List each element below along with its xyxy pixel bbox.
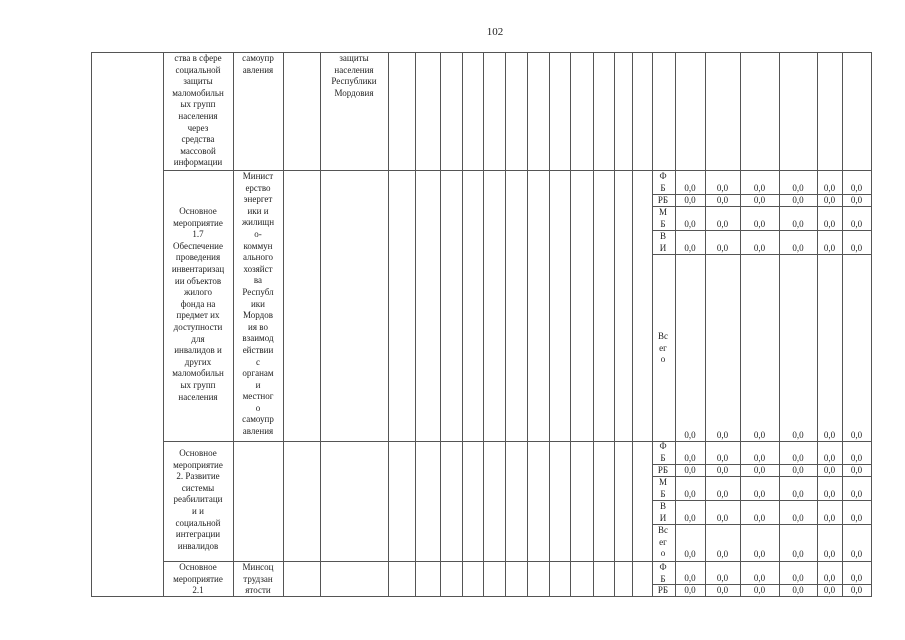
funding-value: 0,0 <box>823 219 836 229</box>
funding-label-fb: Ф Б <box>659 562 667 584</box>
funding-value: 0,0 <box>850 195 863 205</box>
funding-value: 0,0 <box>823 430 836 440</box>
table-col-line <box>505 52 506 597</box>
top-source: защиты населения Республики Мордовия <box>331 53 377 98</box>
funding-value: 0,0 <box>823 513 836 523</box>
funding-value: 0,0 <box>850 549 863 559</box>
measure-2-description: Основное мероприятие 2. Развитие системы реабилитаци и и социальной интеграции инвалидов <box>173 448 223 551</box>
funding-value: 0,0 <box>684 183 696 193</box>
funding-value: 0,0 <box>823 453 836 463</box>
funding-value: 0,0 <box>753 453 766 463</box>
funding-value: 0,0 <box>792 183 804 193</box>
funding-label-vi: В И <box>659 501 667 523</box>
funding-value: 0,0 <box>716 453 729 463</box>
table-col-line <box>632 52 633 597</box>
measure-2-1-executor: Минсоц трудзан ятости <box>242 562 274 596</box>
table-col-line <box>283 52 284 597</box>
funding-value: 0,0 <box>684 219 696 229</box>
funding-label-fb: Ф Б <box>659 441 667 463</box>
funding-label-total: Вс ег о <box>658 331 668 365</box>
table-col-line <box>614 52 615 597</box>
funding-value: 0,0 <box>792 195 804 205</box>
table-col-line <box>320 52 321 597</box>
funding-value: 0,0 <box>850 585 863 595</box>
table-col-line <box>593 52 594 597</box>
top-measure-description: ства в сфере социальной защиты маломобильн ых групп населения через средства массовой информации <box>172 53 224 168</box>
table-subrow-line <box>652 206 872 207</box>
table-col-line <box>570 52 571 597</box>
funding-value: 0,0 <box>850 489 863 499</box>
table-col-line <box>440 52 441 597</box>
funding-value: 0,0 <box>716 513 729 523</box>
table-subrow-line <box>652 230 872 231</box>
funding-value: 0,0 <box>850 465 863 475</box>
funding-value: 0,0 <box>684 430 696 440</box>
funding-value: 0,0 <box>850 243 863 253</box>
table-col-line <box>527 52 528 597</box>
funding-value: 0,0 <box>753 195 766 205</box>
table-col-line <box>549 52 550 597</box>
funding-value: 0,0 <box>792 453 804 463</box>
funding-value: 0,0 <box>753 430 766 440</box>
funding-value: 0,0 <box>850 430 863 440</box>
funding-label-rb: РБ <box>657 195 669 205</box>
funding-value: 0,0 <box>716 585 729 595</box>
funding-value: 0,0 <box>753 183 766 193</box>
funding-value: 0,0 <box>792 219 804 229</box>
funding-label-rb: РБ <box>657 465 669 475</box>
funding-value: 0,0 <box>823 573 836 583</box>
funding-value: 0,0 <box>850 183 863 193</box>
measure-2-1-description: Основное мероприятие 2.1 <box>173 562 223 596</box>
table-col-line <box>483 52 484 597</box>
funding-value: 0,0 <box>850 219 863 229</box>
table-col-line <box>91 52 92 597</box>
funding-value: 0,0 <box>684 195 696 205</box>
table-col-line <box>462 52 463 597</box>
funding-value: 0,0 <box>684 489 696 499</box>
table-row-line <box>163 441 872 442</box>
funding-value: 0,0 <box>792 549 804 559</box>
funding-value: 0,0 <box>753 243 766 253</box>
funding-value: 0,0 <box>823 585 836 595</box>
funding-value: 0,0 <box>716 183 729 193</box>
funding-value: 0,0 <box>850 453 863 463</box>
page-number: 102 <box>486 26 504 38</box>
funding-value: 0,0 <box>716 195 729 205</box>
funding-value: 0,0 <box>792 465 804 475</box>
funding-value: 0,0 <box>753 219 766 229</box>
funding-value: 0,0 <box>684 465 696 475</box>
funding-value: 0,0 <box>823 243 836 253</box>
funding-value: 0,0 <box>753 573 766 583</box>
funding-value: 0,0 <box>792 585 804 595</box>
funding-label-mb: М Б <box>658 207 667 229</box>
measure-1-7-description: Основное мероприятие 1.7 Обеспечение проведения инвентаризац ии объектов жилого фонда на предмет их доступности для инвалидов и других маломобильн ых групп населения <box>171 206 225 402</box>
funding-value: 0,0 <box>716 430 729 440</box>
funding-value: 0,0 <box>823 489 836 499</box>
measure-1-7-executor: Минист ерство энергет ики и жилищн о- коммун ального хозяйст ва Республ ики Мордов ия во взаимод ействии с органам и местног о самоупр авления <box>241 171 275 437</box>
funding-value: 0,0 <box>716 573 729 583</box>
funding-value: 0,0 <box>753 585 766 595</box>
funding-label-mb: М Б <box>658 477 667 499</box>
funding-value: 0,0 <box>716 549 729 559</box>
funding-value: 0,0 <box>716 219 729 229</box>
funding-value: 0,0 <box>823 465 836 475</box>
funding-value: 0,0 <box>716 465 729 475</box>
funding-value: 0,0 <box>753 513 766 523</box>
table-subrow-line <box>652 500 872 501</box>
funding-value: 0,0 <box>850 513 863 523</box>
funding-label-fb: Ф Б <box>659 171 667 193</box>
table-subrow-line <box>652 476 872 477</box>
funding-value: 0,0 <box>792 430 804 440</box>
funding-value: 0,0 <box>716 243 729 253</box>
funding-value: 0,0 <box>684 573 696 583</box>
funding-label-vi: В И <box>659 231 667 253</box>
funding-value: 0,0 <box>792 489 804 499</box>
funding-value: 0,0 <box>792 513 804 523</box>
funding-value: 0,0 <box>716 489 729 499</box>
top-executor: самоупр авления <box>242 53 274 75</box>
funding-value: 0,0 <box>792 243 804 253</box>
funding-value: 0,0 <box>753 465 766 475</box>
funding-value: 0,0 <box>792 573 804 583</box>
funding-value: 0,0 <box>753 489 766 499</box>
funding-value: 0,0 <box>823 549 836 559</box>
funding-value: 0,0 <box>823 195 836 205</box>
funding-value: 0,0 <box>684 243 696 253</box>
funding-value: 0,0 <box>684 453 696 463</box>
table-col-line <box>388 52 389 597</box>
funding-value: 0,0 <box>684 549 696 559</box>
funding-value: 0,0 <box>753 549 766 559</box>
table-col-line <box>871 52 872 597</box>
table-col-line <box>415 52 416 597</box>
funding-value: 0,0 <box>850 573 863 583</box>
table-subrow-line <box>652 524 872 525</box>
funding-label-total: Вс ег о <box>658 525 668 559</box>
funding-label-rb: РБ <box>657 585 669 595</box>
table-subrow-line <box>652 254 872 255</box>
funding-value: 0,0 <box>684 513 696 523</box>
funding-value: 0,0 <box>684 585 696 595</box>
funding-value: 0,0 <box>823 183 836 193</box>
